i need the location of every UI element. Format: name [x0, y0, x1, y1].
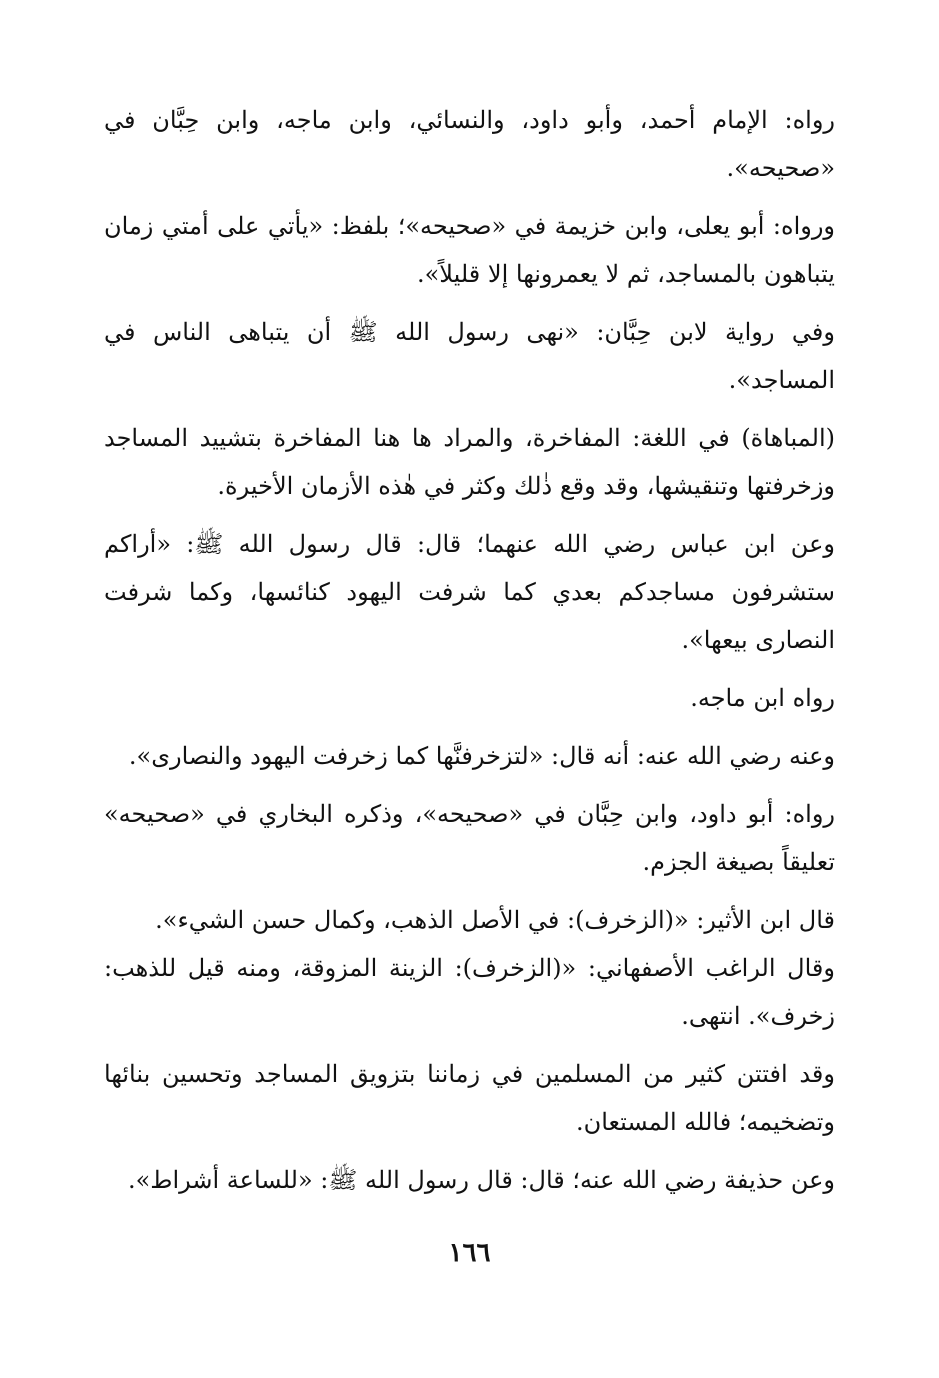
paragraph-12: وعن حذيفة رضي الله عنه؛ قال: قال رسول الله ﷺ: «للساعة أشراط».: [127, 1166, 835, 1194]
paragraph-4: (المباهاة) في اللغة: المفاخرة، والمراد ها هنا المفاخرة بتشييد المساجد وزخرفتها وتنقيشها، وقد وقع ذٰلك وكثر في هٰذه الأزمان الأخيرة.: [104, 424, 835, 500]
paragraph-3: وفي رواية لابن حِبَّان: «نهى رسول الله ﷺ أن يتباهى الناس في المساجد».: [104, 318, 835, 394]
paragraph-8: رواه: أبو داود، وابن حِبَّان في «صحيحه»، وذكره البخاري في «صحيحه» تعليقاً بصيغة الجزم.: [104, 800, 835, 876]
paragraph-7: وعنه رضي الله عنه: أنه قال: «لتزخرفنَّها كما زخرفت اليهود والنصارى».: [128, 742, 835, 770]
paragraph-6: رواه ابن ماجه.: [690, 684, 835, 712]
paragraph-10: وقال الراغب الأصفهاني: «(الزخرف): الزينة المزوقة، ومنه قيل للذهب: زخرف». انتهى.: [104, 954, 835, 1030]
paragraph-1: رواه: الإمام أحمد، وأبو داود، والنسائي، وابن ماجه، وابن حِبَّان في «صحيحه».: [104, 106, 835, 182]
page-body: [104, 96, 835, 1214]
page-number: ١٦٦: [448, 1238, 491, 1268]
paragraph-11: وقد افتتن كثير من المسلمين في زماننا بتزويق المساجد وتحسين بنائها وتضخيمه؛ فالله المستعان.: [104, 1060, 835, 1136]
paragraph-2: ورواه: أبو يعلى، وابن خزيمة في «صحيحه»؛ بلفظ: «يأتي على أمتي زمان يتباهون بالمساجد، ثم لا يعمرونها إلا قليلاً».: [104, 212, 836, 288]
paragraph-5: وعن ابن عباس رضي الله عنهما؛ قال: قال رسول الله ﷺ: «أراكم ستشرفون مساجدكم بعدي كما شرفت اليهود كنائسها، وكما شرفت النصارى بيعها».: [104, 530, 835, 654]
paragraph-9: قال ابن الأثير: «(الزخرف): في الأصل الذهب، وكمال حسن الشيء».: [155, 906, 835, 934]
